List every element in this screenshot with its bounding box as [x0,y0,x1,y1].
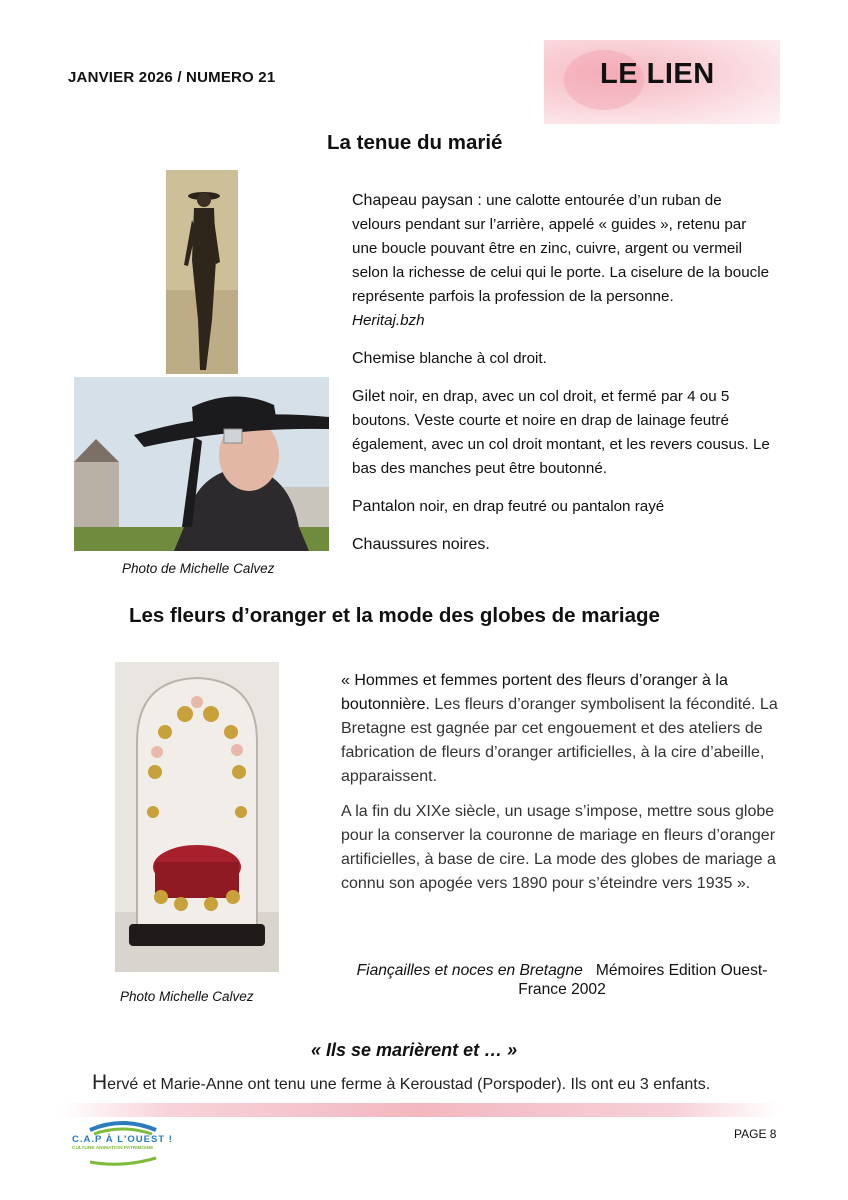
lead-hat: Chapeau paysan : [352,192,482,209]
quote-rest: Les fleurs d’oranger symbolisent la fécondité. La Bretagne est gagnée par cet engouement et des ateliers de fabrication de fleurs d’oranger artificielles, à la cire d’abeille, apparaissent. [341,696,778,785]
archival-photo-groom [166,170,238,374]
photo-wedding-globe [115,662,279,972]
book-publisher: Mémoires Edition Ouest-France 2002 [518,962,768,998]
globe-history-text: A la fin du XIXe siècle, un usage s’impose, mettre sous globe pour la conserver la couronne de mariage en fleurs d’oranger artificielles, à base de cire. La mode des globes de mariage a connu son apogée vers 1890 pour s’éteindre vers 1935 ». [341,803,776,892]
caption-photo-1: Photo de Michelle Calvez [122,561,275,576]
orange-blossom-text [341,669,786,896]
footer-decorative-band [60,1103,780,1117]
lead-shirt: Chemise [352,350,416,367]
section-title-orange-blossoms: Les fleurs d’oranger et la mode des globes de mariage [129,604,660,627]
text-shirt: blanche à col droit. [415,350,547,367]
lead-shoes: Chaussures noires. [352,536,490,553]
paragraph-shoes [352,533,772,557]
drop-cap: H [92,1071,108,1094]
closing-text: ervé et Marie-Anne ont tenu une ferme à Keroustad (Porspoder). Ils ont eu 3 enfants. [107,1076,711,1093]
page-number: PAGE 8 [734,1127,777,1141]
brand-title: LE LIEN [600,58,715,90]
section-title-married: « Ils se marièrent et … » [311,1040,518,1060]
text-vest: noir, en drap, avec un col droit, et fermé par 4 ou 5 boutons. [352,388,730,429]
groom-attire-text [352,189,772,557]
book-reference [346,961,778,999]
paragraph-quote [341,669,786,789]
paragraph-trousers [352,495,772,519]
book-title: Fiançailles et noces en Bretagne [356,962,583,979]
quote-lead: « Hommes et femmes portent des fleurs d’oranger à la boutonnière. [341,672,728,713]
paragraph-shirt [352,347,772,371]
photo-man-with-breton-hat [74,377,329,551]
logo-text: C.A.P À L'OUEST ! [72,1134,173,1145]
cap-a-louest-logo [70,1118,180,1168]
lead-trousers: Pantalon [352,498,416,515]
issue-label: JANVIER 2026 / NUMERO 21 [68,69,276,86]
section-title-groom-attire: La tenue du marié [327,131,503,154]
text-hat: une calotte entourée d’un ruban de velours pendant sur l’arrière, appelé « guides », retenu par une boucle pouvant être en zinc, cuivre, argent ou vermeil selon la richesse de celui qui le porte. La ciselure de la boucle représente parfois la profession de la personne. [352,192,770,305]
lead-jacket: Veste [414,412,455,429]
paragraph-globe-history [341,800,786,896]
paragraph-hat [352,189,772,333]
paragraph-vest [352,385,772,481]
closing-paragraph [92,1071,710,1095]
lead-vest: Gilet [352,388,385,405]
text-trousers: noir, en drap feutré ou pantalon rayé [415,498,665,515]
caption-photo-2: Photo Michelle Calvez [120,989,254,1004]
source-heritaj: Heritaj.bzh [352,312,425,329]
text-jacket: courte et noire en drap de lainage feutré également, avec un col droit montant, et les revers cousus. Le bas des manches peut être boutonné. [352,412,770,477]
logo-subtext: CULTURE ANIMATION PATRIMOINE [72,1146,154,1151]
